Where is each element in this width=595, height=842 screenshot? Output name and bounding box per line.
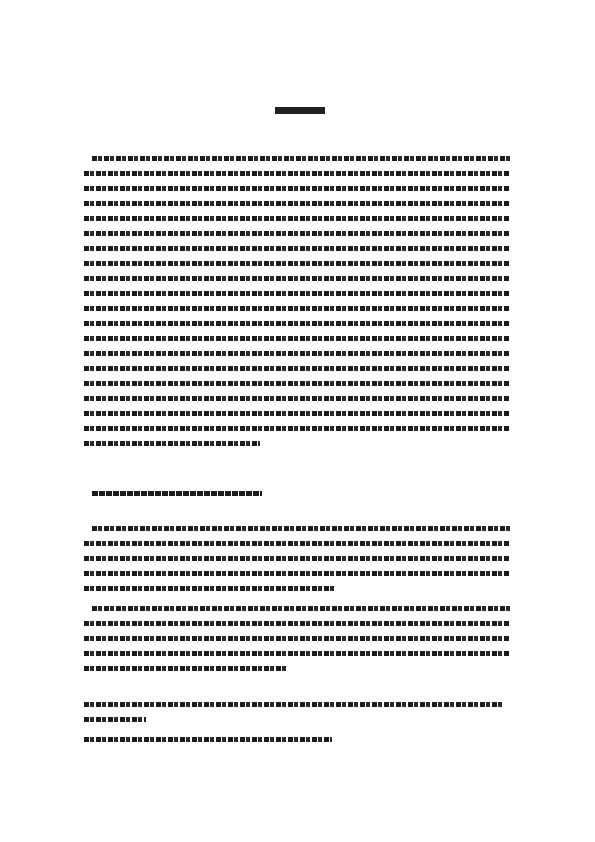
text-line [84,351,510,356]
text-line [84,186,510,191]
text-line [84,636,510,641]
text-line [92,526,510,531]
text-line [84,651,510,656]
text-line [84,411,510,416]
text-line [84,171,510,176]
text-line [84,261,510,266]
note-line [84,737,332,742]
text-line [84,276,510,281]
text-line [84,571,510,576]
text-line [84,366,510,371]
text-line [84,396,510,401]
note-line [84,717,146,722]
text-line [84,541,510,546]
text-line [84,201,510,206]
text-line [84,246,510,251]
text-line [84,306,510,311]
text-line [84,291,510,296]
text-line [84,441,260,446]
text-line [84,556,510,561]
text-line [84,426,510,431]
text-line [84,586,334,591]
section-heading [92,491,262,496]
text-line [92,156,510,161]
text-line [84,666,288,671]
text-line [84,231,510,236]
text-line [92,606,510,611]
text-line [84,336,510,341]
text-line [84,321,510,326]
text-line [84,381,510,386]
note-line [84,702,502,707]
document-title [275,107,325,114]
text-line [84,621,510,626]
text-line [84,216,510,221]
